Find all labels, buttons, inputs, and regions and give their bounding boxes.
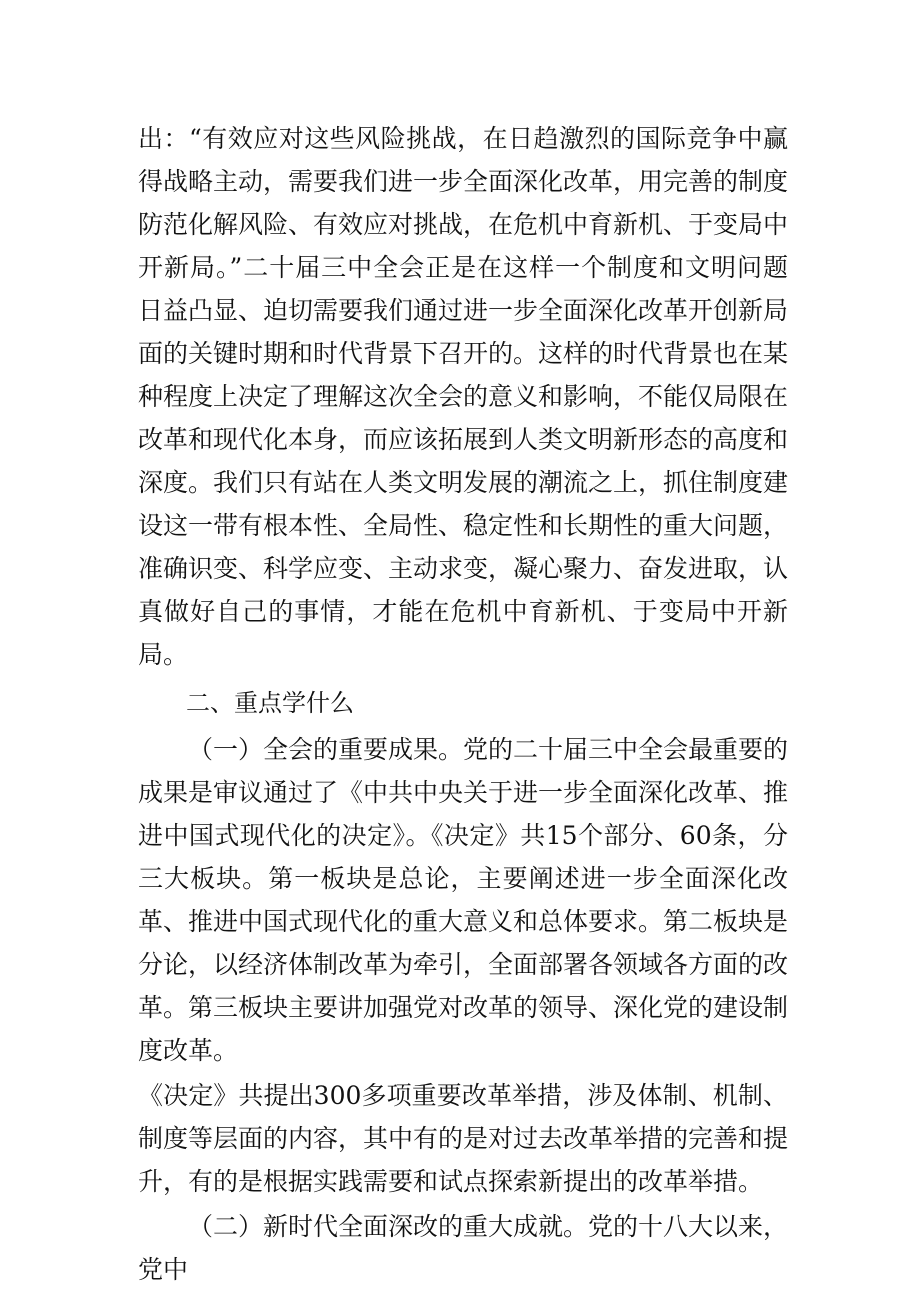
paragraph-continuation: 出：“有效应对这些风险挑战，在日趋激烈的国际竞争中赢得战略主动，需要我们进一步全面深化改革，用完善的制度防范化解风险、有效应对挑战，在危机中育新机、于变局中开新局。”二十届三中全会正是在这样一个制度和文明问题日益凸显、迫切需要我们通过进一步全面深化改革开创新局面的关键时期和时代背景下召开的。这样的时代背景也在某种程度上决定了理解这次全会的意义和影响，不能仅局限在改革和现代化本身，而应该拓展到人类文明新形态的高度和深度。我们只有站在人类文明发展的潮流之上，抓住制度建设这一带有根本性、全局性、稳定性和长期性的重大问题，准确识变、科学应变、主动求变，凝心聚力、奋发进取，认真做好自己的事情，才能在危机中育新机、于变局中开新局。 (138, 124, 789, 669)
paragraph-reform-measures: 《决定》共提出300多项重要改革举措，涉及体制、机制、制度等层面的内容，其中有的是对过去改革举措的完善和提升，有的是根据实践需要和试点探索新提出的改革举措。 (138, 1081, 789, 1196)
paragraph-important-results: （一）全会的重要成果。党的二十届三中全会最重要的成果是审议通过了《中共中央关于进一步全面深化改革、推进中国式现代化的决定》。《决定》共15个部分、60条，分三大板块。第一板块是总论，主要阐述进一步全面深化改革、推进中国式现代化的重大意义和总体要求。第二板块是分论，以经济体制改革为牵引，全面部署各领域各方面的改革。第三板块主要讲加强党对改革的领导、深化党的建设制度改革。 (138, 735, 789, 1065)
section-heading: 二、重点学什么 (186, 689, 354, 717)
paragraph-major-achievements: （二）新时代全面深改的重大成就。党的十八大以来，党中 (138, 1212, 789, 1284)
document-body (138, 117, 788, 1291)
